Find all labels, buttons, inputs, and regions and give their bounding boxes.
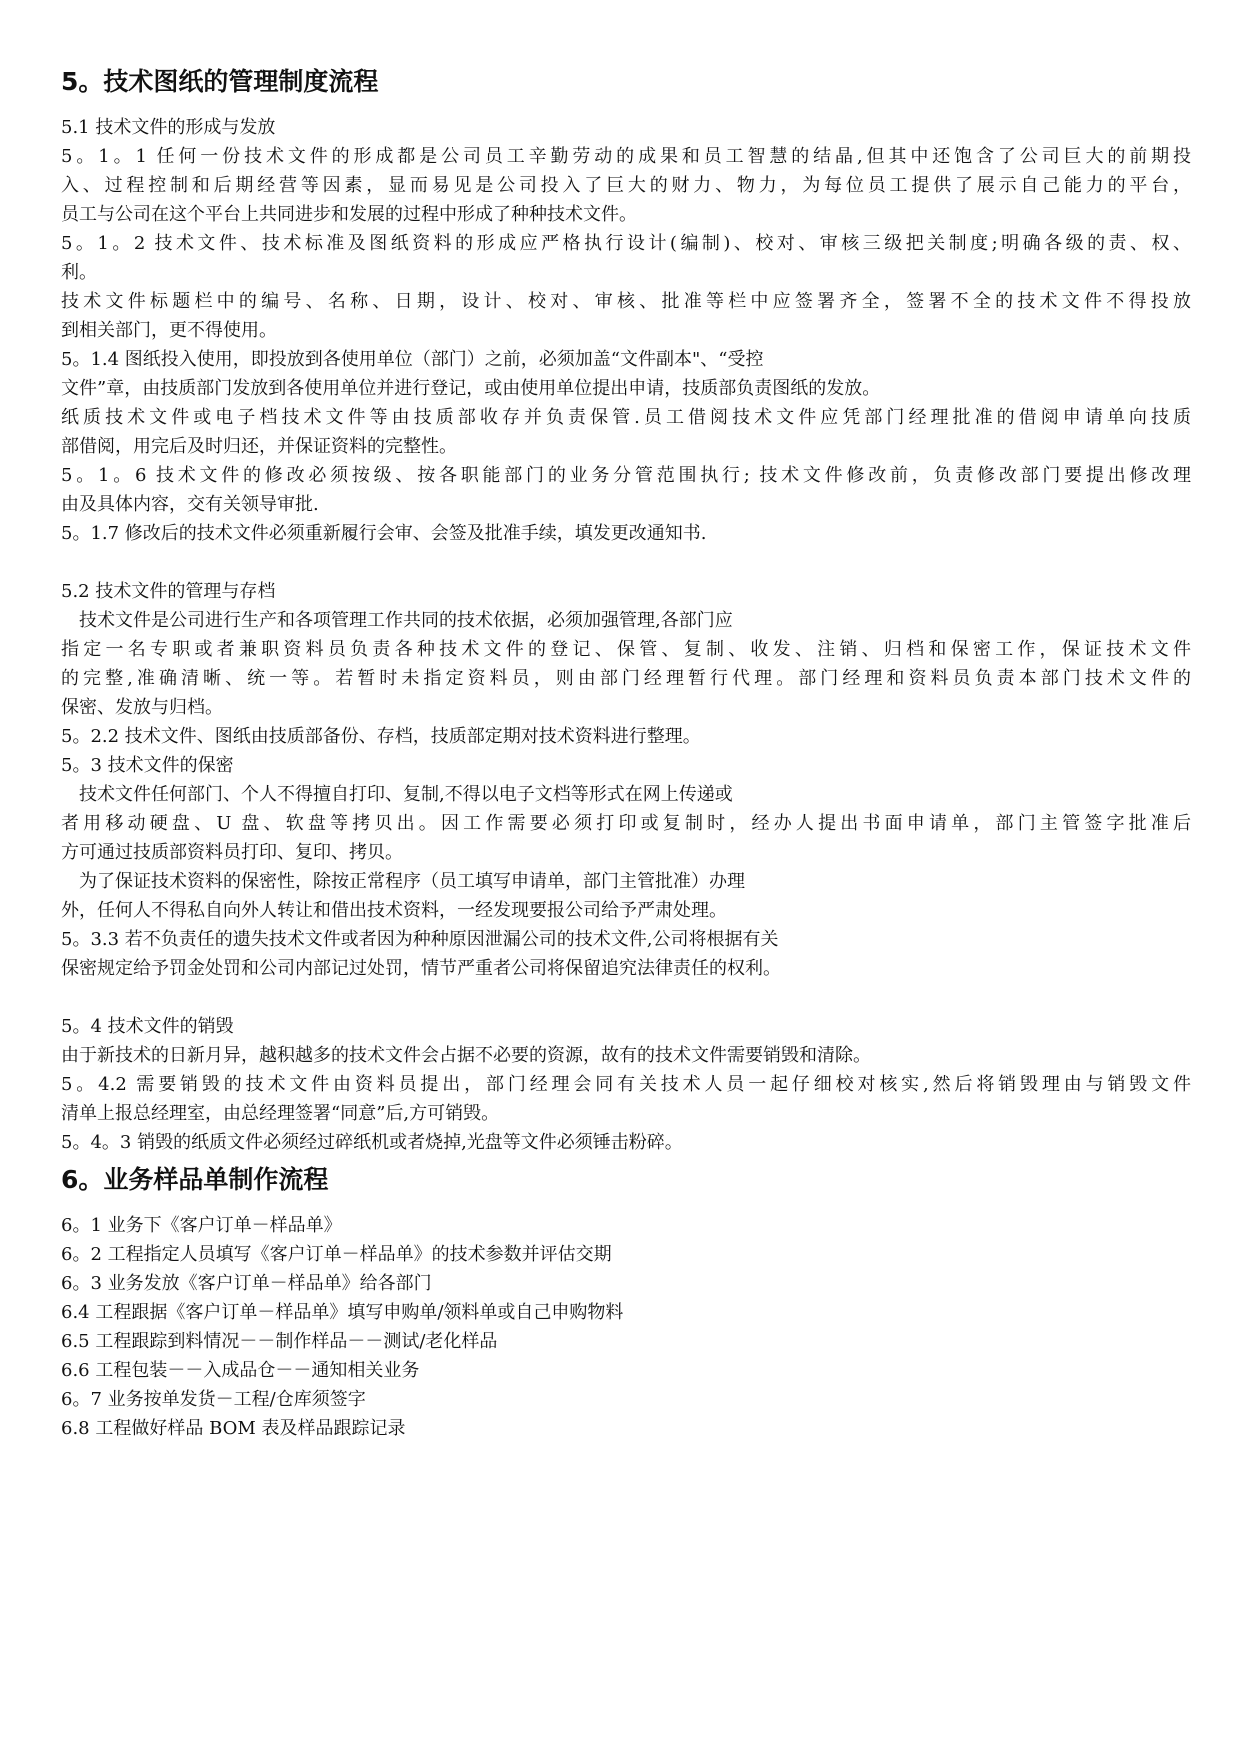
text-line: 者用移动硬盘、U 盘、软盘等拷贝出。因工作需要必须打印或复制时，经办人提出书面申请单，部门主管签字批准后	[61, 813, 1191, 834]
text-line: 技术文件是公司进行生产和各项管理工作共同的技术依据，必须加强管理,各部门应	[61, 610, 733, 631]
text-line: 员工与公司在这个平台上共同进步和发展的过程中形成了种种技术文件。	[61, 204, 637, 225]
list-item: 6。3 业务发放《客户订单－样品单》给各部门	[61, 1273, 432, 1294]
text-line: 技术文件任何部门、个人不得擅自打印、复制,不得以电子文档等形式在网上传递或	[61, 784, 733, 805]
text-line: 指定一名专职或者兼职资料员负责各种技术文件的登记、保管、复制、收发、注销、归档和保密工作，保证技术文件	[61, 639, 1191, 660]
text-line: 保密、发放与归档。	[61, 697, 223, 718]
text-line: 为了保证技术资料的保密性，除按正常程序（员工填写申请单，部门主管批准）办理	[61, 871, 745, 892]
text-line: 技术文件标题栏中的编号、名称、日期，设计、校对、审核、批准等栏中应签署齐全，签署不全的技术文件不得投放	[61, 291, 1191, 312]
text-line: 部借阅，用完后及时归还，并保证资料的完整性。	[61, 436, 457, 457]
list-item: 6.4 工程跟据《客户订单－样品单》填写申购单/领料单或自己申购物料	[61, 1302, 624, 1323]
text-line: 5。4 技术文件的销毁	[61, 1016, 234, 1037]
text-line: 的完整,准确清晰、统一等。若暂时未指定资料员，则由部门经理暂行代理。部门经理和资料员负责本部门技术文件的	[61, 668, 1191, 689]
text-line: 文件”章，由技质部门发放到各使用单位并进行登记，或由使用单位提出申请，技质部负责图纸的发放。	[61, 378, 881, 399]
text-line: 清单上报总经理室，由总经理签署“同意”后,方可销毁。	[61, 1103, 500, 1124]
text-line: 5。3 技术文件的保密	[61, 755, 234, 776]
text-line: 入、过程控制和后期经营等因素，显而易见是公司投入了巨大的财力、物力，为每位员工提供了展示自己能力的平台，	[61, 175, 1191, 196]
text-line: 5。1。6 技术文件的修改必须按级、按各职能部门的业务分管范围执行; 技术文件修改前，负责修改部门要提出修改理	[61, 465, 1191, 486]
text-line: 由及具体内容，交有关领导审批.	[61, 494, 319, 515]
text-line: 5。1.7 修改后的技术文件必须重新履行会审、会签及批准手续，填发更改通知书.	[61, 523, 707, 544]
list-item: 6。7 业务按单发货－工程/仓库须签字	[61, 1389, 366, 1410]
list-item: 6.8 工程做好样品 BOM 表及样品跟踪记录	[61, 1418, 406, 1439]
text-line: 5。4。3 销毁的纸质文件必须经过碎纸机或者烧掉,光盘等文件必须锤击粉碎。	[61, 1132, 683, 1153]
list-item: 6.6 工程包装－－入成品仓－－通知相关业务	[61, 1360, 420, 1381]
text-line: 外，任何人不得私自向外人转让和借出技术资料，一经发现要报公司给予严肃处理。	[61, 900, 727, 921]
text-line: 5。1。2 技术文件、技术标准及图纸资料的形成应严格执行设计(编制)、校对、审核三级把关制度;明确各级的责、权、	[61, 233, 1191, 254]
text-line: 保密规定给予罚金处罚和公司内部记过处罚，情节严重者公司将保留追究法律责任的权利。	[61, 958, 781, 979]
list-item: 6.5 工程跟踪到料情况－－制作样品－－测试/老化样品	[61, 1331, 498, 1352]
text-line: 5。1。1 任何一份技术文件的形成都是公司员工辛勤劳动的成果和员工智慧的结晶,但其中还饱含了公司巨大的前期投	[61, 146, 1191, 167]
section-5-title: 5。技术图纸的管理制度流程	[61, 67, 379, 96]
text-line: 5。3.3 若不负责任的遗失技术文件或者因为种种原因泄漏公司的技术文件,公司将根据有关	[61, 929, 779, 950]
text-line: 利。	[61, 262, 97, 283]
list-item: 6。2 工程指定人员填写《客户订单－样品单》的技术参数并评估交期	[61, 1244, 612, 1265]
list-item: 6。1 业务下《客户订单－样品单》	[61, 1215, 342, 1236]
text-line: 到相关部门，更不得使用。	[61, 320, 277, 341]
text-line: 5.2 技术文件的管理与存档	[61, 581, 276, 602]
text-line: 由于新技术的日新月异，越积越多的技术文件会占据不必要的资源，故有的技术文件需要销毁和清除。	[61, 1045, 871, 1066]
text-line: 方可通过技质部资料员打印、复印、拷贝。	[61, 842, 403, 863]
text-line: 5。2.2 技术文件、图纸由技质部备份、存档，技质部定期对技术资料进行整理。	[61, 726, 701, 747]
text-line: 5.1 技术文件的形成与发放	[61, 117, 276, 138]
section-6-title: 6。业务样品单制作流程	[61, 1165, 329, 1194]
text-line: 纸质技术文件或电子档技术文件等由技质部收存并负责保管.员工借阅技术文件应凭部门经理批准的借阅申请单向技质	[61, 407, 1191, 428]
text-line: 5。4.2 需要销毁的技术文件由资料员提出，部门经理会同有关技术人员一起仔细校对核实,然后将销毁理由与销毁文件	[61, 1074, 1191, 1095]
text-line: 5。1.4 图纸投入使用，即投放到各使用单位（部门）之前，必须加盖“文件副本"、“受控	[61, 349, 764, 370]
